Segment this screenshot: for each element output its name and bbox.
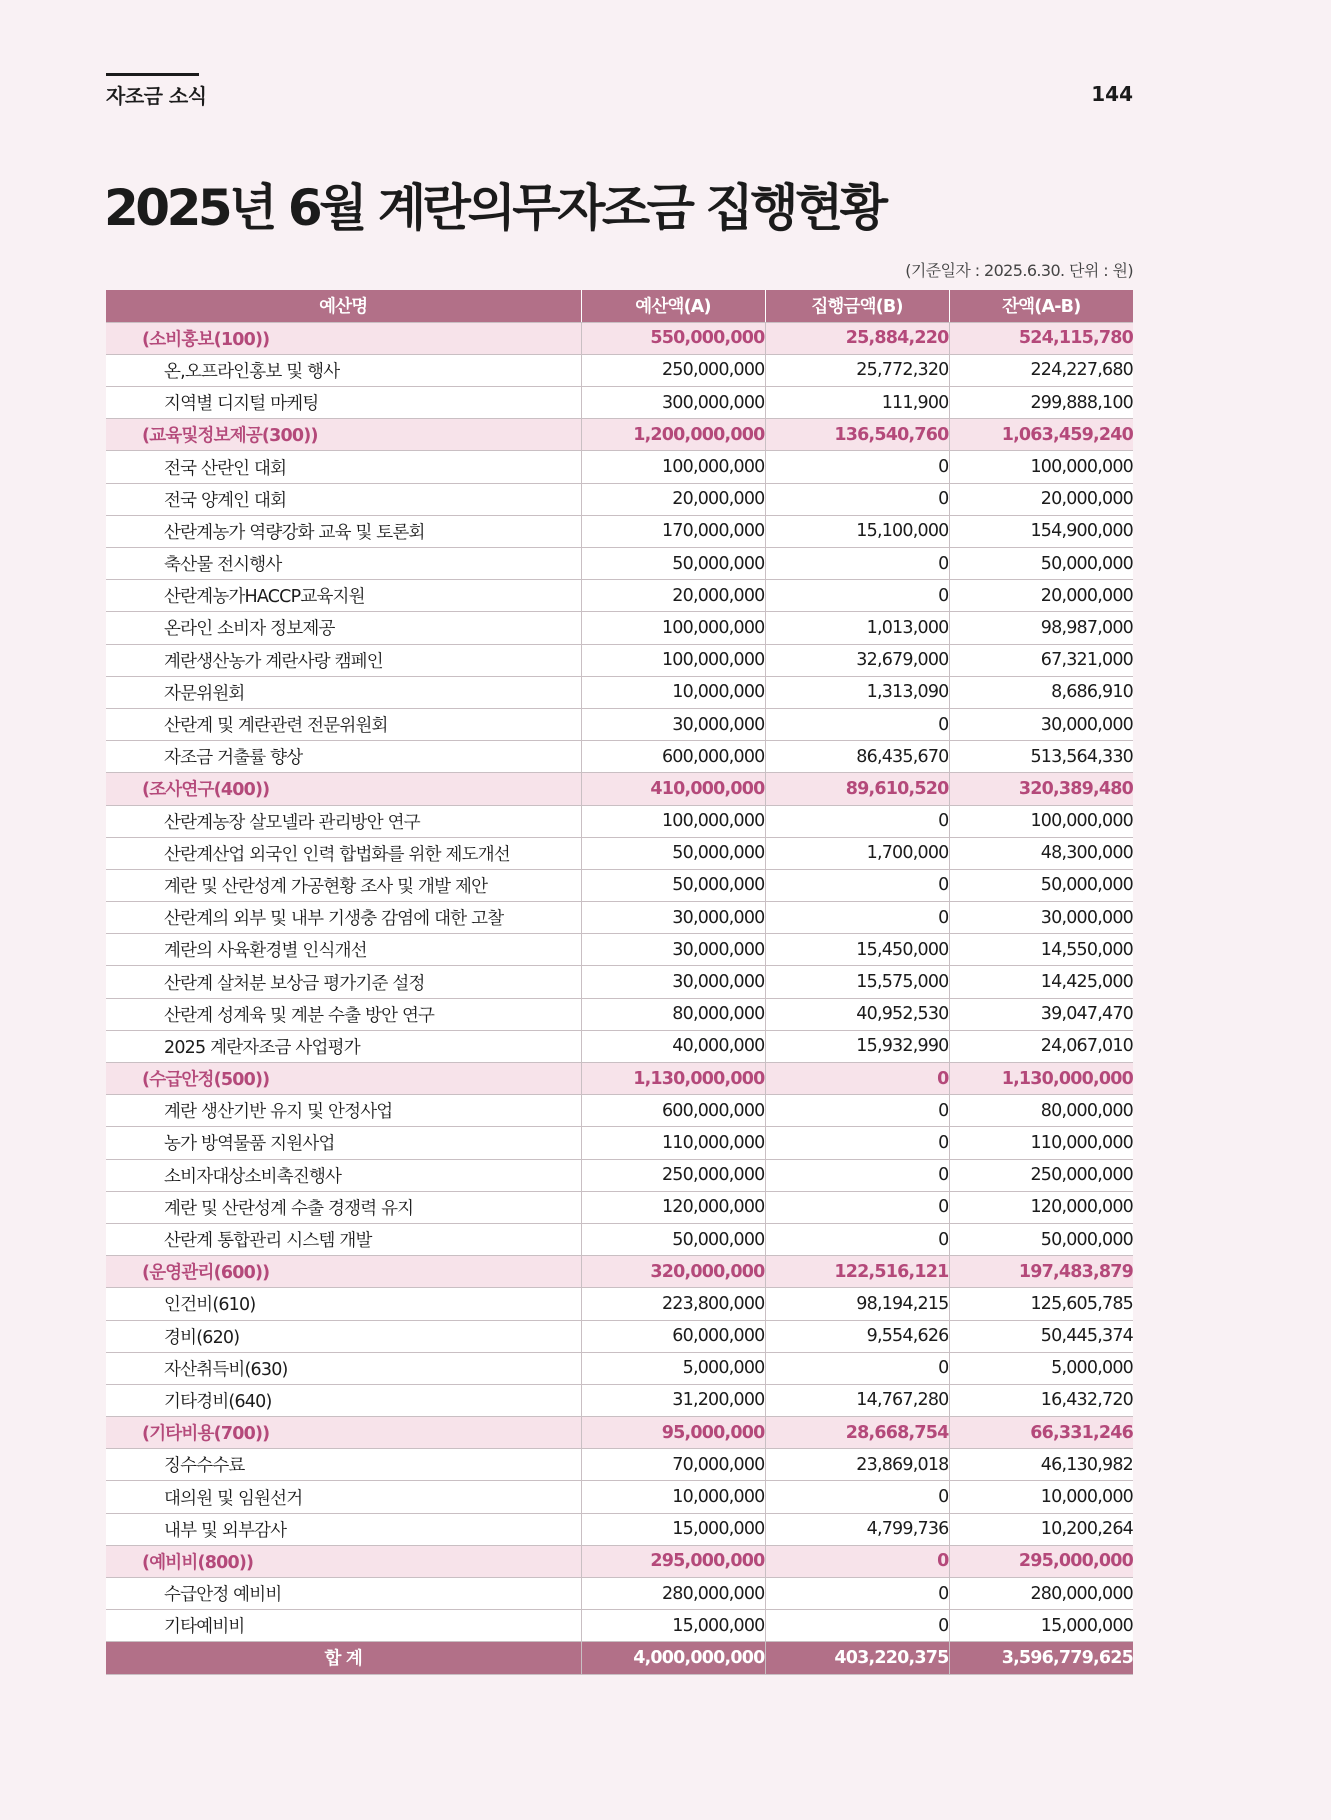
budget-name-cell: 온,오프라인홍보 및 행사 <box>106 354 581 386</box>
balance-cell: 197,483,879 <box>949 1256 1133 1288</box>
balance-cell: 16,432,720 <box>949 1384 1133 1416</box>
budget-name-cell: 2025 계란자조금 사업평가 <box>106 1030 581 1062</box>
total-row <box>106 1642 1133 1674</box>
table-row <box>106 1030 1133 1062</box>
page-number: 144 <box>1091 82 1133 106</box>
budget-name-cell: 자문위원회 <box>106 676 581 708</box>
budget-name-cell: (조사연구(400)) <box>106 773 581 805</box>
budget-name-cell: 전국 산란인 대회 <box>106 451 581 483</box>
spent-amount-cell: 0 <box>765 580 949 612</box>
balance-cell: 50,000,000 <box>949 548 1133 580</box>
spent-amount-cell: 15,575,000 <box>765 966 949 998</box>
budget-amount-cell: 100,000,000 <box>581 612 765 644</box>
spent-amount-cell: 0 <box>765 1223 949 1255</box>
budget-amount-cell: 70,000,000 <box>581 1449 765 1481</box>
header-rule <box>106 73 199 76</box>
spent-amount-cell: 0 <box>765 1159 949 1191</box>
balance-cell: 98,987,000 <box>949 612 1133 644</box>
balance-cell: 125,605,785 <box>949 1288 1133 1320</box>
spent-amount-cell: 0 <box>765 451 949 483</box>
budget-amount-cell: 5,000,000 <box>581 1352 765 1384</box>
spent-amount-cell: 0 <box>765 869 949 901</box>
spent-amount-cell: 1,313,090 <box>765 676 949 708</box>
spent-amount-cell: 111,900 <box>765 387 949 419</box>
budget-name-cell: 산란계농장 살모넬라 관리방안 연구 <box>106 805 581 837</box>
balance-cell: 80,000,000 <box>949 1095 1133 1127</box>
table-row <box>106 451 1133 483</box>
spent-amount-cell: 0 <box>765 1095 949 1127</box>
spent-amount-cell: 0 <box>765 1063 949 1095</box>
spent-amount-cell: 23,869,018 <box>765 1449 949 1481</box>
category-row <box>106 1417 1133 1449</box>
spent-amount-cell: 89,610,520 <box>765 773 949 805</box>
table-row <box>106 708 1133 740</box>
budget-amount-cell: 50,000,000 <box>581 548 765 580</box>
budget-name-cell: (교육및정보제공(300)) <box>106 419 581 451</box>
balance-cell: 50,000,000 <box>949 1223 1133 1255</box>
table-row <box>106 1481 1133 1513</box>
spent-amount-cell: 40,952,530 <box>765 998 949 1030</box>
balance-cell: 20,000,000 <box>949 580 1133 612</box>
table-row <box>106 1288 1133 1320</box>
budget-name-cell: 경비(620) <box>106 1320 581 1352</box>
spent-amount-cell: 403,220,375 <box>765 1642 949 1674</box>
budget-name-cell: 합 계 <box>106 1642 581 1674</box>
spent-amount-cell: 0 <box>765 483 949 515</box>
budget-name-cell: 산란계 성계육 및 계분 수출 방안 연구 <box>106 998 581 1030</box>
budget-name-cell: 기타경비(640) <box>106 1384 581 1416</box>
table-row <box>106 966 1133 998</box>
budget-amount-cell: 550,000,000 <box>581 322 765 354</box>
budget-amount-cell: 223,800,000 <box>581 1288 765 1320</box>
budget-name-cell: 축산물 전시행사 <box>106 548 581 580</box>
spent-amount-cell: 0 <box>765 1578 949 1610</box>
category-row <box>106 322 1133 354</box>
balance-cell: 299,888,100 <box>949 387 1133 419</box>
table-row <box>106 805 1133 837</box>
balance-cell: 1,063,459,240 <box>949 419 1133 451</box>
budget-name-cell: (운영관리(600)) <box>106 1256 581 1288</box>
balance-cell: 320,389,480 <box>949 773 1133 805</box>
spent-amount-cell: 25,772,320 <box>765 354 949 386</box>
table-row <box>106 1191 1133 1223</box>
budget-name-cell: 인건비(610) <box>106 1288 581 1320</box>
table-row <box>106 580 1133 612</box>
column-header-budget-amount: 예산액(A) <box>581 290 765 322</box>
table-header-row <box>106 290 1133 322</box>
balance-cell: 513,564,330 <box>949 741 1133 773</box>
budget-amount-cell: 600,000,000 <box>581 1095 765 1127</box>
budget-amount-cell: 10,000,000 <box>581 1481 765 1513</box>
spent-amount-cell: 32,679,000 <box>765 644 949 676</box>
budget-amount-cell: 110,000,000 <box>581 1127 765 1159</box>
budget-name-cell: 기타예비비 <box>106 1610 581 1642</box>
budget-amount-cell: 80,000,000 <box>581 998 765 1030</box>
table-row <box>106 1384 1133 1416</box>
spent-amount-cell: 25,884,220 <box>765 322 949 354</box>
balance-cell: 67,321,000 <box>949 644 1133 676</box>
budget-name-cell: 농가 방역물품 지원사업 <box>106 1127 581 1159</box>
budget-amount-cell: 50,000,000 <box>581 869 765 901</box>
balance-cell: 14,550,000 <box>949 934 1133 966</box>
budget-amount-cell: 250,000,000 <box>581 1159 765 1191</box>
table-row <box>106 515 1133 547</box>
balance-cell: 224,227,680 <box>949 354 1133 386</box>
budget-name-cell: 대의원 및 임원선거 <box>106 1481 581 1513</box>
table-row <box>106 354 1133 386</box>
spent-amount-cell: 0 <box>765 1352 949 1384</box>
budget-name-cell: 내부 및 외부감사 <box>106 1513 581 1545</box>
balance-cell: 1,130,000,000 <box>949 1063 1133 1095</box>
table-row <box>106 1127 1133 1159</box>
budget-amount-cell: 250,000,000 <box>581 354 765 386</box>
budget-name-cell: 산란계농가HACCP교육지원 <box>106 580 581 612</box>
budget-amount-cell: 30,000,000 <box>581 902 765 934</box>
section-label: 자조금 소식 <box>106 84 207 108</box>
table-row <box>106 612 1133 644</box>
spent-amount-cell: 28,668,754 <box>765 1417 949 1449</box>
balance-cell: 24,067,010 <box>949 1030 1133 1062</box>
category-row <box>106 1063 1133 1095</box>
balance-cell: 154,900,000 <box>949 515 1133 547</box>
balance-cell: 10,200,264 <box>949 1513 1133 1545</box>
table-body <box>106 322 1133 1674</box>
spent-amount-cell: 0 <box>765 1481 949 1513</box>
spent-amount-cell: 15,100,000 <box>765 515 949 547</box>
table-header <box>106 290 1133 322</box>
budget-amount-cell: 20,000,000 <box>581 483 765 515</box>
budget-name-cell: 계란 및 산란성계 수출 경쟁력 유지 <box>106 1191 581 1223</box>
budget-name-cell: 온라인 소비자 정보제공 <box>106 612 581 644</box>
table-row <box>106 741 1133 773</box>
budget-amount-cell: 100,000,000 <box>581 805 765 837</box>
budget-amount-cell: 15,000,000 <box>581 1513 765 1545</box>
table-row <box>106 1610 1133 1642</box>
budget-name-cell: 자조금 거출률 향상 <box>106 741 581 773</box>
table-row <box>106 1223 1133 1255</box>
spent-amount-cell: 0 <box>765 1127 949 1159</box>
budget-amount-cell: 100,000,000 <box>581 644 765 676</box>
balance-cell: 48,300,000 <box>949 837 1133 869</box>
spent-amount-cell: 136,540,760 <box>765 419 949 451</box>
table-row <box>106 1449 1133 1481</box>
table-row <box>106 1513 1133 1545</box>
budget-amount-cell: 50,000,000 <box>581 837 765 869</box>
balance-cell: 14,425,000 <box>949 966 1133 998</box>
balance-cell: 280,000,000 <box>949 1578 1133 1610</box>
balance-cell: 5,000,000 <box>949 1352 1133 1384</box>
budget-name-cell: 계란생산농가 계란사랑 캠페인 <box>106 644 581 676</box>
budget-amount-cell: 20,000,000 <box>581 580 765 612</box>
budget-amount-cell: 31,200,000 <box>581 1384 765 1416</box>
budget-amount-cell: 95,000,000 <box>581 1417 765 1449</box>
budget-amount-cell: 30,000,000 <box>581 934 765 966</box>
budget-amount-cell: 30,000,000 <box>581 708 765 740</box>
table-row <box>106 869 1133 901</box>
balance-cell: 10,000,000 <box>949 1481 1133 1513</box>
table-row <box>106 387 1133 419</box>
budget-name-cell: (소비홍보(100)) <box>106 322 581 354</box>
table-row <box>106 1095 1133 1127</box>
budget-name-cell: 산란계의 외부 및 내부 기생충 감염에 대한 고찰 <box>106 902 581 934</box>
balance-cell: 30,000,000 <box>949 708 1133 740</box>
budget-name-cell: 소비자대상소비촉진행사 <box>106 1159 581 1191</box>
spent-amount-cell: 14,767,280 <box>765 1384 949 1416</box>
category-row <box>106 1545 1133 1577</box>
budget-amount-cell: 295,000,000 <box>581 1545 765 1577</box>
balance-cell: 8,686,910 <box>949 676 1133 708</box>
budget-amount-cell: 120,000,000 <box>581 1191 765 1223</box>
spent-amount-cell: 98,194,215 <box>765 1288 949 1320</box>
budget-name-cell: 계란 생산기반 유지 및 안정사업 <box>106 1095 581 1127</box>
budget-name-cell: 산란계농가 역량강화 교육 및 토론회 <box>106 515 581 547</box>
budget-name-cell: 징수수수료 <box>106 1449 581 1481</box>
spent-amount-cell: 0 <box>765 902 949 934</box>
column-header-spent-amount: 집행금액(B) <box>765 290 949 322</box>
category-row <box>106 773 1133 805</box>
category-row <box>106 1256 1133 1288</box>
budget-name-cell: 산란계 및 계란관련 전문위원회 <box>106 708 581 740</box>
budget-name-cell: 계란 및 산란성계 가공현황 조사 및 개발 제안 <box>106 869 581 901</box>
budget-name-cell: 산란계 살처분 보상금 평가기준 설정 <box>106 966 581 998</box>
spent-amount-cell: 4,799,736 <box>765 1513 949 1545</box>
budget-amount-cell: 30,000,000 <box>581 966 765 998</box>
column-header-budget-name: 예산명 <box>106 290 581 322</box>
budget-name-cell: 산란계 통합관리 시스템 개발 <box>106 1223 581 1255</box>
budget-name-cell: 전국 양계인 대회 <box>106 483 581 515</box>
budget-name-cell: 계란의 사육환경별 인식개선 <box>106 934 581 966</box>
budget-table <box>106 290 1133 1675</box>
budget-amount-cell: 4,000,000,000 <box>581 1642 765 1674</box>
spent-amount-cell: 0 <box>765 548 949 580</box>
table-row <box>106 548 1133 580</box>
balance-cell: 120,000,000 <box>949 1191 1133 1223</box>
spent-amount-cell: 1,700,000 <box>765 837 949 869</box>
balance-cell: 20,000,000 <box>949 483 1133 515</box>
budget-amount-cell: 60,000,000 <box>581 1320 765 1352</box>
spent-amount-cell: 0 <box>765 1545 949 1577</box>
table-row <box>106 644 1133 676</box>
balance-cell: 250,000,000 <box>949 1159 1133 1191</box>
table-row <box>106 837 1133 869</box>
budget-name-cell: (기타비용(700)) <box>106 1417 581 1449</box>
table-row <box>106 483 1133 515</box>
budget-amount-cell: 50,000,000 <box>581 1223 765 1255</box>
balance-cell: 50,445,374 <box>949 1320 1133 1352</box>
spent-amount-cell: 9,554,626 <box>765 1320 949 1352</box>
table-row <box>106 1320 1133 1352</box>
spent-amount-cell: 0 <box>765 1610 949 1642</box>
budget-amount-cell: 1,130,000,000 <box>581 1063 765 1095</box>
budget-name-cell: 수급안정 예비비 <box>106 1578 581 1610</box>
budget-amount-cell: 300,000,000 <box>581 387 765 419</box>
spent-amount-cell: 0 <box>765 1191 949 1223</box>
balance-cell: 524,115,780 <box>949 322 1133 354</box>
balance-cell: 66,331,246 <box>949 1417 1133 1449</box>
balance-cell: 100,000,000 <box>949 805 1133 837</box>
budget-name-cell: (수급안정(500)) <box>106 1063 581 1095</box>
spent-amount-cell: 86,435,670 <box>765 741 949 773</box>
table-row <box>106 1352 1133 1384</box>
budget-name-cell: (예비비(800)) <box>106 1545 581 1577</box>
budget-amount-cell: 100,000,000 <box>581 451 765 483</box>
budget-amount-cell: 40,000,000 <box>581 1030 765 1062</box>
balance-cell: 39,047,470 <box>949 998 1133 1030</box>
table-row <box>106 934 1133 966</box>
budget-amount-cell: 10,000,000 <box>581 676 765 708</box>
budget-amount-cell: 320,000,000 <box>581 1256 765 1288</box>
budget-name-cell: 자산취득비(630) <box>106 1352 581 1384</box>
balance-cell: 295,000,000 <box>949 1545 1133 1577</box>
budget-name-cell: 지역별 디지털 마케팅 <box>106 387 581 419</box>
column-header-balance: 잔액(A-B) <box>949 290 1133 322</box>
budget-amount-cell: 15,000,000 <box>581 1610 765 1642</box>
spent-amount-cell: 122,516,121 <box>765 1256 949 1288</box>
table-row <box>106 676 1133 708</box>
budget-amount-cell: 170,000,000 <box>581 515 765 547</box>
table-row <box>106 902 1133 934</box>
budget-amount-cell: 410,000,000 <box>581 773 765 805</box>
spent-amount-cell: 0 <box>765 805 949 837</box>
balance-cell: 30,000,000 <box>949 902 1133 934</box>
balance-cell: 46,130,982 <box>949 1449 1133 1481</box>
budget-amount-cell: 600,000,000 <box>581 741 765 773</box>
budget-name-cell: 산란계산업 외국인 인력 합법화를 위한 제도개선 <box>106 837 581 869</box>
balance-cell: 15,000,000 <box>949 1610 1133 1642</box>
spent-amount-cell: 15,932,990 <box>765 1030 949 1062</box>
reference-note: (기준일자 : 2025.6.30. 단위 : 원) <box>905 261 1133 280</box>
spent-amount-cell: 15,450,000 <box>765 934 949 966</box>
budget-amount-cell: 1,200,000,000 <box>581 419 765 451</box>
spent-amount-cell: 0 <box>765 708 949 740</box>
table-row <box>106 1578 1133 1610</box>
balance-cell: 100,000,000 <box>949 451 1133 483</box>
table-row <box>106 998 1133 1030</box>
balance-cell: 3,596,779,625 <box>949 1642 1133 1674</box>
spent-amount-cell: 1,013,000 <box>765 612 949 644</box>
category-row <box>106 419 1133 451</box>
page-title: 2025년 6월 계란의무자조금 집행현황 <box>104 179 885 237</box>
budget-amount-cell: 280,000,000 <box>581 1578 765 1610</box>
balance-cell: 110,000,000 <box>949 1127 1133 1159</box>
balance-cell: 50,000,000 <box>949 869 1133 901</box>
table-row <box>106 1159 1133 1191</box>
